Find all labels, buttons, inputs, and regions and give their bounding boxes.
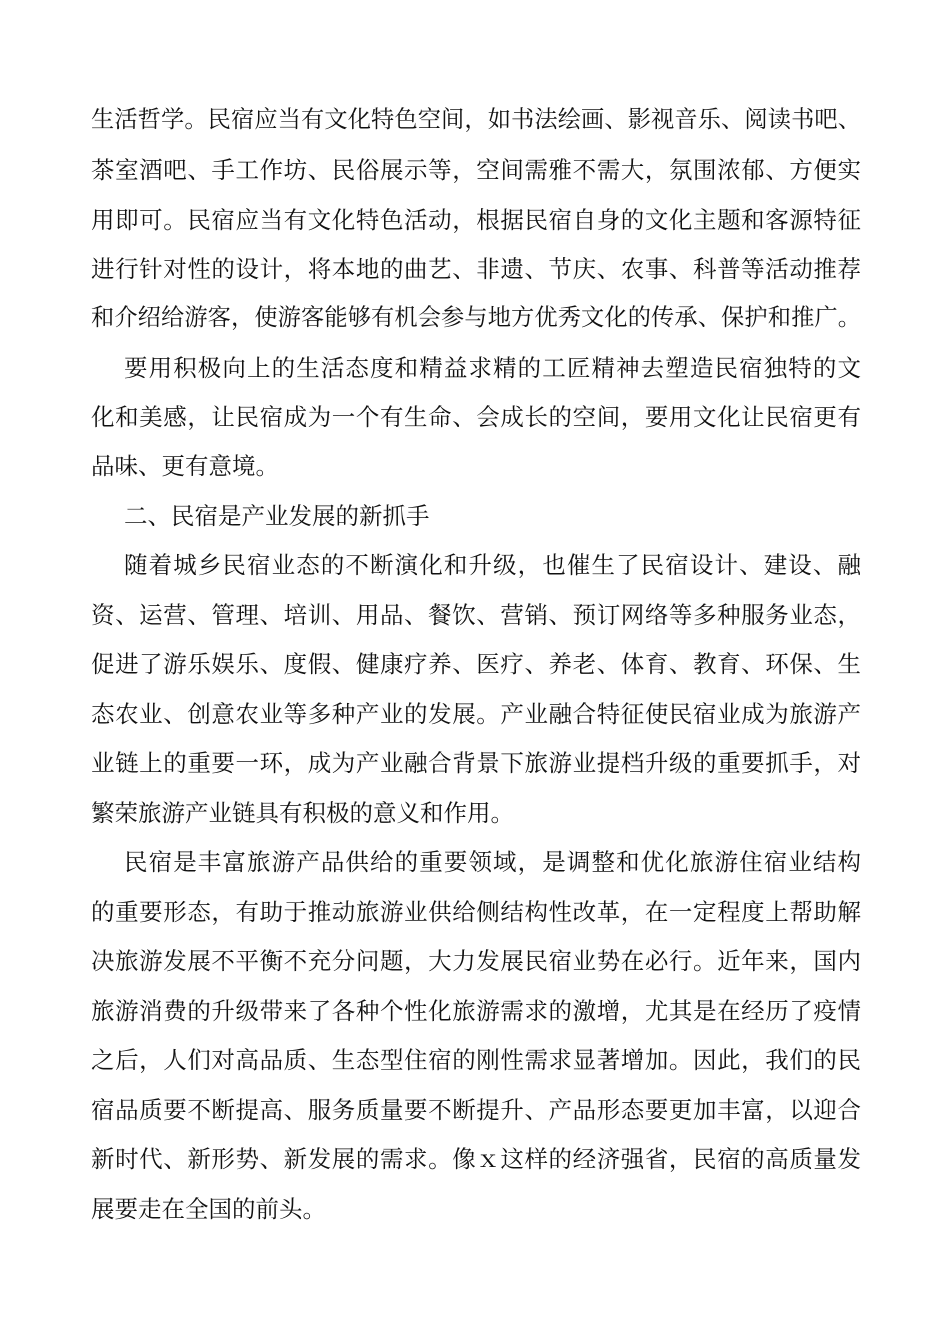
paragraph-line: 新时代、新形势、新发展的需求。像ｘ这样的经济强省，民宿的高质量发 — [91, 1145, 861, 1173]
paragraph-line: 民宿是丰富旅游产品供给的重要领域，是调整和优化旅游住宿业结构 — [124, 848, 861, 876]
paragraph-line: 业链上的重要一环，成为产业融合背景下旅游业提档升级的重要抓手，对 — [91, 749, 861, 777]
paragraph-line: 之后，人们对高品质、生态型住宿的刚性需求显著增加。因此，我们的民 — [91, 1046, 861, 1074]
paragraph-line: 随着城乡民宿业态的不断演化和升级，也催生了民宿设计、建设、融 — [124, 551, 861, 579]
paragraph-line: 旅游消费的升级带来了各种个性化旅游需求的激增，尤其是在经历了疫情 — [91, 997, 861, 1025]
paragraph-line: 茶室酒吧、手工作坊、民俗展示等，空间需雅不需大，氛围浓郁、方便实 — [91, 156, 861, 184]
paragraph-line: 宿品质要不断提高、服务质量要不断提升、产品形态要更加丰富，以迎合 — [91, 1096, 861, 1124]
paragraph-line: 和介绍给游客，使游客能够有机会参与地方优秀文化的传承、保护和推广。 — [91, 304, 861, 331]
paragraph-line: 促进了游乐娱乐、度假、健康疗养、医疗、养老、体育、教育、环保、生 — [91, 650, 861, 678]
paragraph-line: 决旅游发展不平衡不充分问题，大力发展民宿业势在必行。近年来，国内 — [91, 947, 861, 975]
paragraph-line: 繁荣旅游产业链具有积极的意义和作用。 — [91, 799, 514, 827]
paragraph-line: 展要走在全国的前头。 — [91, 1195, 326, 1223]
paragraph-line: 用即可。民宿应当有文化特色活动，根据民宿自身的文化主题和客源特征 — [91, 206, 861, 234]
paragraph-line: 化和美感，让民宿成为一个有生命、会成长的空间，要用文化让民宿更有 — [91, 403, 861, 431]
paragraph-line: 态农业、创意农业等多种产业的发展。产业融合特征使民宿业成为旅游产 — [91, 700, 861, 728]
section-heading: 二、民宿是产业发展的新抓手 — [124, 502, 430, 530]
paragraph-line: 资、运营、管理、培训、用品、餐饮、营销、预订网络等多种服务业态， — [91, 601, 861, 629]
paragraph-line: 进行针对性的设计，将本地的曲艺、非遗、节庆、农事、科普等活动推荐 — [91, 255, 861, 283]
paragraph-line: 的重要形态，有助于推动旅游业供给侧结构性改革，在一定程度上帮助解 — [91, 898, 861, 926]
paragraph-line: 生活哲学。民宿应当有文化特色空间，如书法绘画、影视音乐、阅读书吧、 — [91, 106, 861, 133]
paragraph-line: 品味、更有意境。 — [91, 452, 279, 480]
paragraph-line: 要用积极向上的生活态度和精益求精的工匠精神去塑造民宿独特的文 — [124, 354, 861, 382]
